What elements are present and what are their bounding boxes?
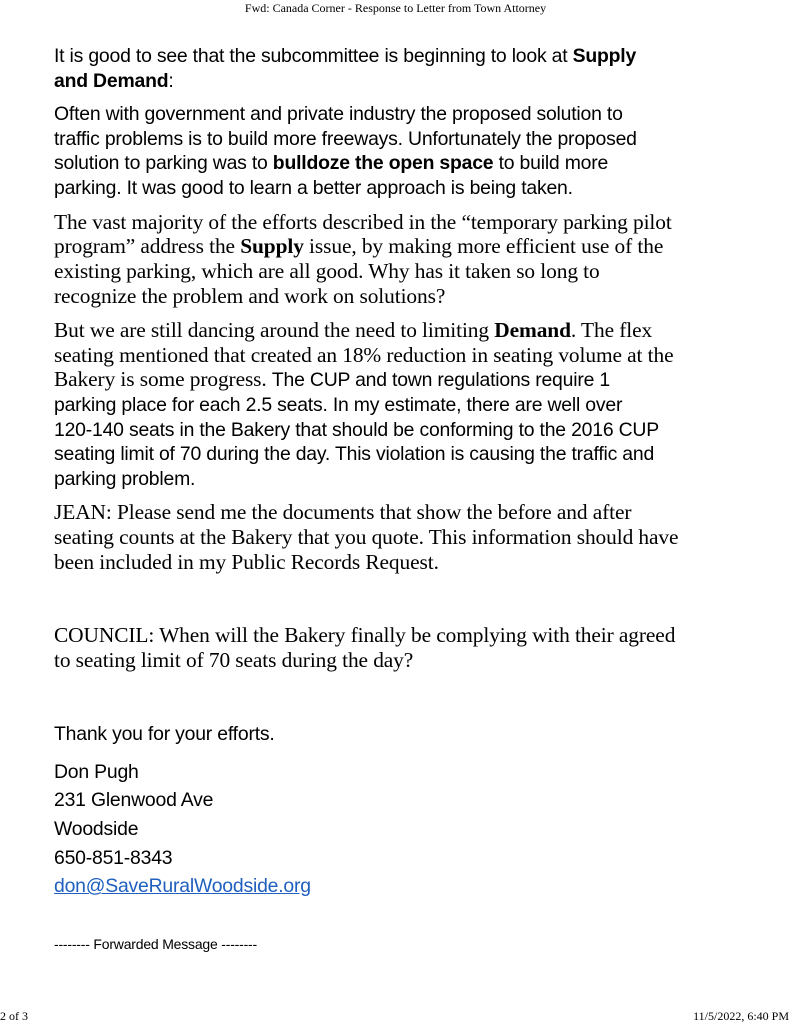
text-run: program” address the — [54, 234, 241, 259]
text-line — [54, 318, 754, 343]
page-number: 2 of 3 — [0, 1009, 28, 1023]
paragraph-freeways — [54, 102, 754, 200]
forwarded-message-divider: -------- Forwarded Message -------- — [54, 935, 257, 952]
text-run: issue, by making more efficient use of the — [303, 234, 664, 259]
signature-city: Woodside — [54, 818, 139, 841]
text-line: recognize the problem and work on solutions? — [54, 283, 446, 308]
bold-text: Supply — [240, 234, 304, 259]
closing-line — [54, 722, 754, 747]
bold-text: Supply — [572, 45, 637, 67]
signature-phone: 650-851-8343 — [54, 846, 173, 869]
paragraph-jean-request — [54, 500, 754, 574]
text-line: seating counts at the Bakery that you quote. This information should have — [54, 525, 679, 550]
text-line: COUNCIL: When will the Bakery finally be complying with their agreed — [54, 622, 676, 647]
email-body — [54, 44, 754, 953]
text-line: parking. It was good to learn a better approach is being taken. — [54, 176, 573, 199]
signature-street: 231 Glenwood Ave — [54, 789, 214, 812]
text-line — [54, 367, 754, 393]
text-run: But we are still dancing around the need to limiting — [54, 317, 495, 342]
text-line: The vast majority of the efforts described in the “temporary parking pilot — [54, 209, 672, 234]
text-line: been included in my Public Records Request. — [54, 549, 439, 574]
paragraph-parking-pilot — [54, 210, 754, 309]
signature-email-line — [54, 872, 754, 901]
text-line — [54, 151, 754, 176]
text-line: seating mentioned that created an 18% reduction in seating volume at the — [54, 342, 674, 367]
bold-text: Demand — [494, 317, 571, 342]
text-line: to seating limit of 70 seats during the day? — [54, 647, 414, 672]
text-line: 120-140 seats in the Bakery that should be conforming to the 2016 CUP — [54, 418, 659, 441]
text-line: seating limit of 70 during the day. This violation is causing the traffic and — [54, 443, 655, 466]
text-line: parking place for each 2.5 seats. In my estimate, there are well over — [54, 393, 623, 416]
closing-text: Thank you for your efforts. — [54, 723, 275, 746]
text-run: Bakery is some progress. — [54, 367, 272, 392]
text-run: It is good to see that the subcommittee is beginning to look at — [54, 45, 573, 67]
text-run: : — [168, 69, 174, 92]
text-line: traffic problems is to build more freeways. Unfortunately the proposed — [54, 127, 637, 150]
print-timestamp: 11/5/2022, 6:40 PM — [693, 1009, 789, 1023]
paragraph-supply-demand — [54, 44, 754, 93]
paragraph-demand — [54, 318, 754, 492]
bold-text: and Demand — [54, 69, 169, 92]
text-line: JEAN: Please send me the documents that show the before and after — [54, 500, 632, 525]
signature-name: Don Pugh — [54, 760, 139, 783]
text-line — [54, 69, 754, 94]
text-line: existing parking, which are all good. Why has it taken so long to — [54, 259, 600, 284]
signature-block — [54, 758, 754, 901]
bold-text: bulldoze the open space — [272, 152, 494, 175]
email-link[interactable]: don@SaveRuralWoodside.org — [54, 875, 311, 898]
text-line — [54, 234, 754, 259]
paragraph-council-question — [54, 623, 754, 673]
text-line — [54, 44, 754, 69]
text-line: Often with government and private industry the proposed solution to — [54, 103, 623, 126]
text-run: . The flex — [570, 317, 653, 342]
text-run: solution to parking was to — [54, 152, 273, 175]
page-header-title: Fwd: Canada Corner - Response to Letter from Town Attorney — [244, 1, 547, 15]
text-line: parking problem. — [54, 467, 196, 490]
text-run: to build more — [493, 152, 609, 175]
text-run: The CUP and town regulations require 1 — [271, 369, 610, 392]
